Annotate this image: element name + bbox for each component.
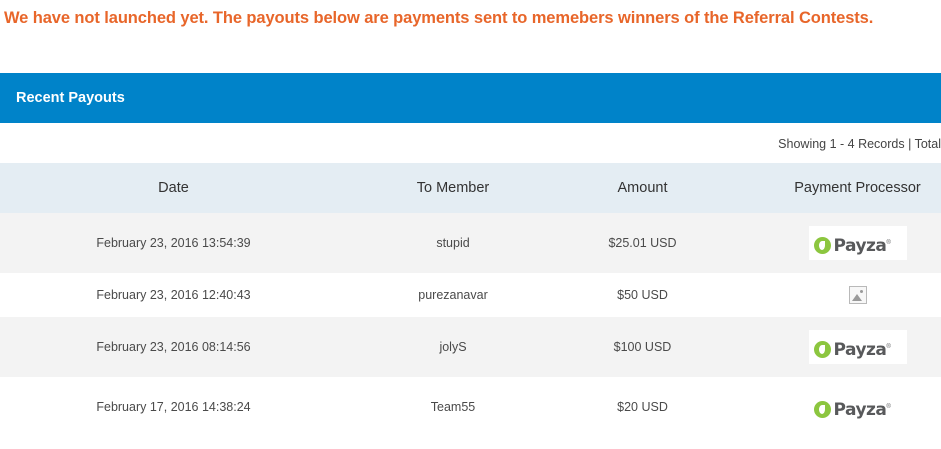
payza-mark-icon — [814, 237, 831, 254]
table-row — [0, 317, 941, 377]
cell-member: stupid — [347, 213, 559, 273]
payza-logo-icon: Payza® — [809, 330, 907, 364]
payza-logo-icon: Payza® — [809, 226, 907, 260]
panel-title: Recent Payouts — [16, 89, 125, 106]
table-row — [0, 377, 941, 437]
cell-date: February 17, 2016 14:38:24 — [0, 377, 347, 437]
table-row — [0, 213, 941, 273]
records-count: Showing 1 - 4 Records | Total — [778, 136, 941, 151]
cell-member: purezanavar — [347, 273, 559, 317]
launch-notice-text: We have not launched yet. The payouts below are payments sent to memebers winners of the Referral Contests. — [4, 9, 874, 27]
cell-processor — [726, 317, 941, 377]
column-header-date[interactable]: Date — [0, 163, 347, 213]
cell-processor — [726, 273, 941, 317]
cell-processor — [726, 377, 941, 437]
cell-member: jolyS — [347, 317, 559, 377]
cell-amount: $25.01 USD — [559, 213, 726, 273]
cell-date: February 23, 2016 13:54:39 — [0, 213, 347, 273]
payza-mark-icon — [814, 401, 831, 418]
column-header-to-member[interactable]: To Member — [347, 163, 559, 213]
payouts-table-body — [0, 213, 941, 437]
column-header-payment-processor[interactable]: Payment Processor — [726, 163, 941, 213]
panel-body — [0, 123, 941, 437]
cell-processor — [726, 213, 941, 273]
table-header-row — [0, 163, 941, 213]
recent-payouts-panel — [0, 73, 941, 437]
panel-header — [0, 73, 941, 123]
cell-member: Team55 — [347, 377, 559, 437]
cell-date: February 23, 2016 12:40:43 — [0, 273, 347, 317]
column-header-amount[interactable]: Amount — [559, 163, 726, 213]
broken-image-icon — [849, 286, 867, 304]
payza-wordmark: Payza — [833, 235, 887, 256]
cell-amount: $100 USD — [559, 317, 726, 377]
payza-mark-icon — [814, 341, 831, 358]
payza-wordmark: Payza — [833, 339, 887, 360]
cell-amount: $50 USD — [559, 273, 726, 317]
table-row — [0, 273, 941, 317]
payouts-table — [0, 163, 941, 437]
payza-wordmark: Payza — [833, 399, 887, 420]
payouts-table-head — [0, 163, 941, 213]
launch-notice — [0, 0, 941, 31]
cell-amount: $20 USD — [559, 377, 726, 437]
payza-logo-icon: Payza® — [809, 390, 907, 424]
cell-date: February 23, 2016 08:14:56 — [0, 317, 347, 377]
